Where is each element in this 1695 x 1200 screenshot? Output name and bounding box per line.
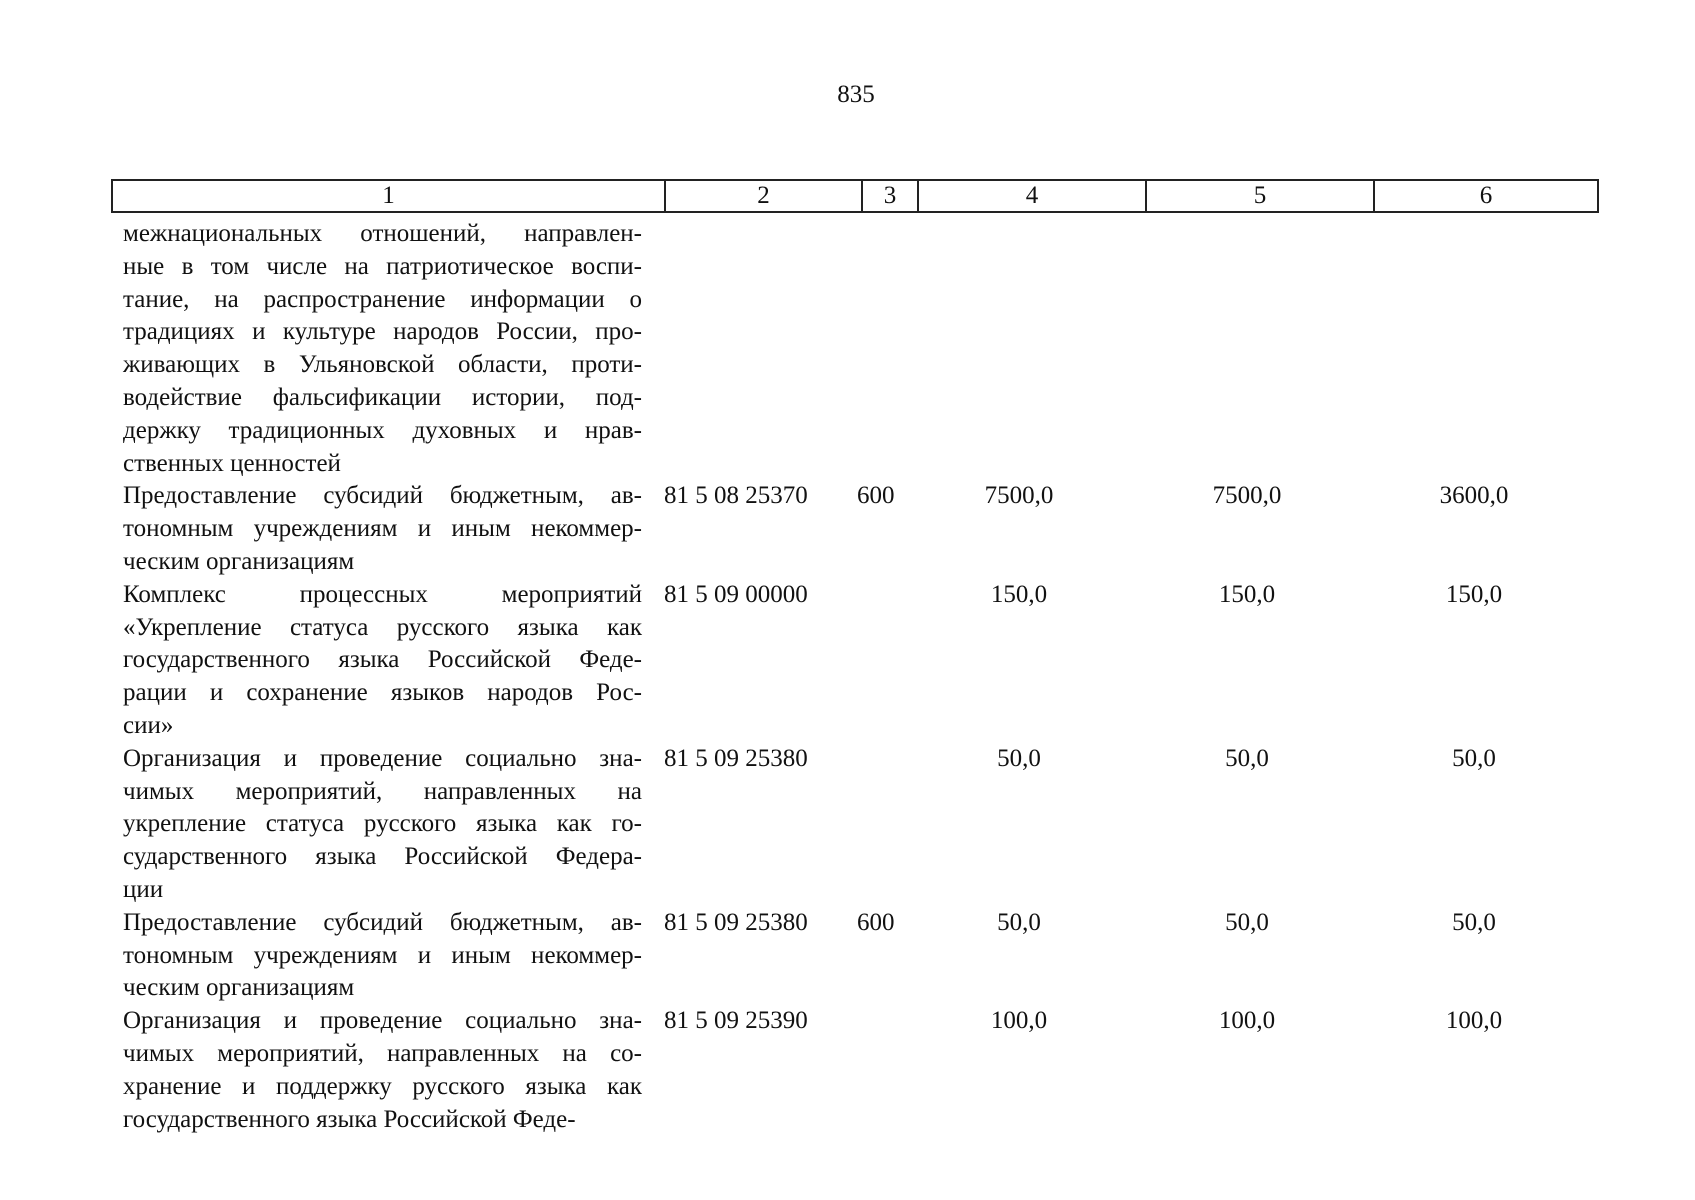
row-value-5: 50,0 — [1225, 744, 1269, 772]
description-line: тономным учреждениям и иным некоммер- — [123, 515, 642, 543]
row-value-4: 7500,0 — [984, 482, 1054, 510]
row-type — [849, 579, 905, 743]
row-value-5 — [1133, 218, 1361, 480]
row-type — [849, 218, 905, 480]
row-code: 81 5 09 25380 — [664, 908, 808, 936]
row-value-4: 150,0 — [990, 580, 1048, 608]
page-number: 835 — [837, 81, 875, 108]
table-row — [111, 743, 1597, 907]
row-value-6: 50,0 — [1452, 908, 1496, 936]
row-value-4: 100,0 — [990, 1007, 1048, 1035]
description-line: сударственного языка Российской Федера- — [123, 843, 642, 871]
description-line: рации и сохранение языков народов Рос- — [123, 679, 642, 707]
row-value-5: 50,0 — [1225, 908, 1269, 936]
description-line: традициях и культуре народов России, про- — [123, 318, 642, 346]
row-value-5: 100,0 — [1218, 1007, 1276, 1035]
row-description — [111, 1005, 652, 1136]
row-code: 81 5 09 00000 — [664, 580, 808, 608]
row-value-6: 50,0 — [1452, 744, 1496, 772]
description-line: Организация и проведение социально зна- — [123, 744, 642, 772]
row-description — [111, 743, 652, 907]
description-line: тание, на распространение информации о — [123, 285, 642, 313]
column-header-6: 6 — [1374, 180, 1598, 212]
description-line: Предоставление субсидий бюджетным, ав- — [123, 482, 642, 510]
row-type — [849, 743, 905, 907]
description-line: государственного языка Российской Феде- — [123, 1105, 576, 1133]
row-type: 600 — [857, 482, 895, 510]
description-line: Предоставление субсидий бюджетным, ав- — [123, 908, 642, 936]
row-code: 81 5 09 25390 — [664, 1007, 808, 1035]
description-line: сии» — [123, 711, 174, 739]
description-line: государственного языка Российской Феде- — [123, 646, 642, 674]
column-header-2: 2 — [665, 180, 862, 212]
row-description — [111, 579, 652, 743]
row-value-4: 50,0 — [997, 908, 1041, 936]
row-type: 600 — [857, 908, 895, 936]
row-value-5: 7500,0 — [1212, 482, 1282, 510]
column-header-4: 4 — [918, 180, 1146, 212]
description-line: Организация и проведение социально зна- — [123, 1007, 642, 1035]
table-row — [111, 480, 1597, 578]
row-description — [111, 218, 652, 480]
row-value-4 — [905, 218, 1133, 480]
description-line: водействие фальсификации истории, под- — [123, 383, 642, 411]
row-code: 81 5 08 25370 — [664, 482, 808, 510]
row-value-6: 3600,0 — [1439, 482, 1509, 510]
description-line: Комплекс процессных мероприятий — [123, 580, 642, 608]
row-value-6: 150,0 — [1445, 580, 1503, 608]
description-line: ческим организациям — [123, 547, 355, 575]
row-value-5: 150,0 — [1218, 580, 1276, 608]
description-line: живающих в Ульяновской области, проти- — [123, 351, 642, 379]
row-code: 81 5 09 25380 — [664, 744, 808, 772]
column-header-table — [111, 179, 1599, 213]
description-line: ции — [123, 875, 164, 903]
description-line: ные в том числе на патриотическое воспи- — [123, 252, 642, 280]
row-type — [849, 1005, 905, 1136]
description-line: «Укрепление статуса русского языка как — [123, 613, 642, 641]
description-line: чимых мероприятий, направленных на со- — [123, 1039, 642, 1067]
description-line: тономным учреждениям и иным некоммер- — [123, 941, 642, 969]
row-code — [652, 218, 849, 480]
row-description — [111, 907, 652, 1005]
description-line: ческим организациям — [123, 974, 355, 1002]
table-row — [111, 1005, 1597, 1136]
description-line: межнациональных отношений, направлен- — [123, 220, 642, 247]
row-value-6 — [1361, 218, 1587, 480]
column-header-5: 5 — [1146, 180, 1374, 212]
row-value-6: 100,0 — [1445, 1007, 1503, 1035]
row-value-4: 50,0 — [997, 744, 1041, 772]
table-row — [111, 907, 1597, 1005]
column-header-row — [112, 180, 1598, 212]
column-header-3: 3 — [862, 180, 918, 212]
table-row — [111, 579, 1597, 743]
description-line: укрепление статуса русского языка как го- — [123, 810, 642, 838]
table-body — [111, 218, 1597, 1136]
description-line: ственных ценностей — [123, 449, 341, 477]
row-description — [111, 480, 652, 578]
column-header-1: 1 — [112, 180, 665, 212]
table-row — [111, 218, 1597, 480]
description-line: хранение и поддержку русского языка как — [123, 1072, 642, 1100]
description-line: держку традиционных духовных и нрав- — [123, 416, 642, 444]
description-line: чимых мероприятий, направленных на — [123, 777, 642, 805]
